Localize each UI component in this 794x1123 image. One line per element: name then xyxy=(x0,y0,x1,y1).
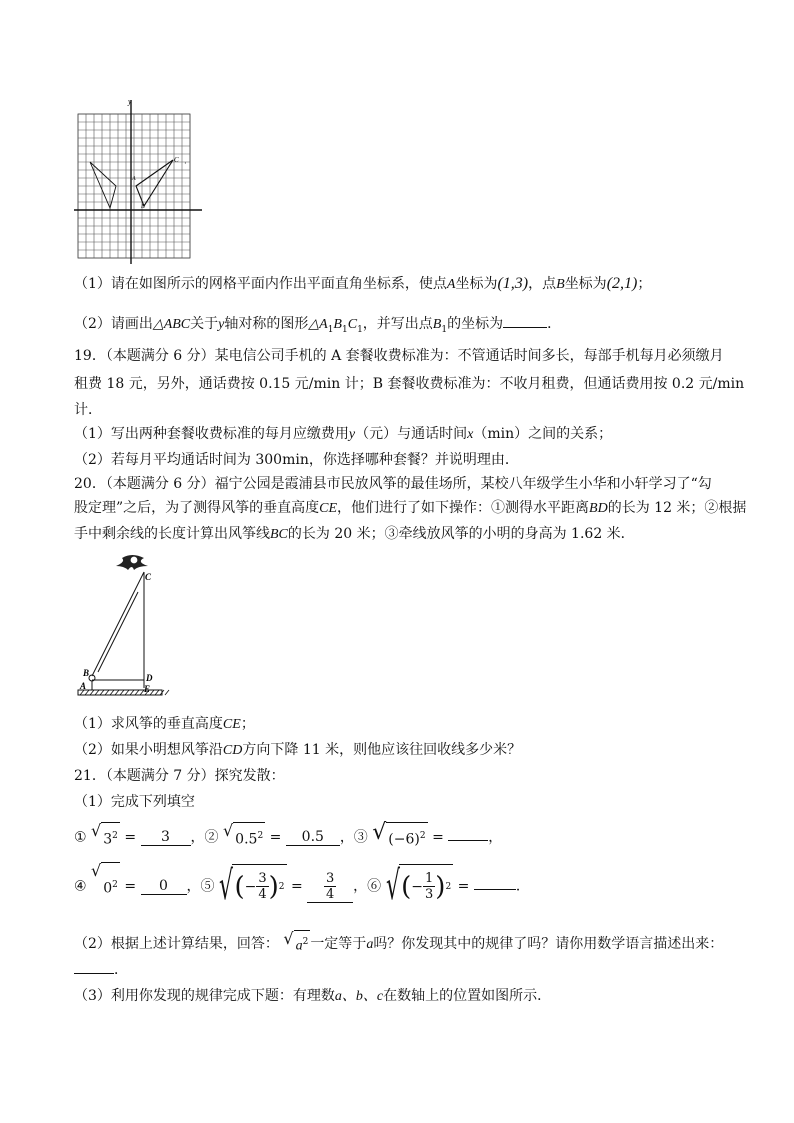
sqrt-6-minus: − xyxy=(411,878,424,895)
q19-part2: （2）若每月平均通话时间为 300min，你选择哪种套餐？并说明理由． xyxy=(74,452,519,468)
q21-c4: ④ xyxy=(74,878,87,895)
fig-label-c: C xyxy=(145,572,152,582)
q21-row1 xyxy=(74,822,502,853)
eq-3: = xyxy=(432,829,444,846)
q21-abc-vars: a、b、c xyxy=(334,989,384,1004)
q21-c1: ① xyxy=(74,829,87,846)
frac-5 xyxy=(256,871,268,902)
sqrt-2-exp: 2 xyxy=(257,831,264,841)
q18-p2-d: ，并写出点 xyxy=(362,316,433,332)
q20-l2-b: ，他们进行了如下操作：①测得水平距离 xyxy=(337,500,590,516)
q21-c6: ，⑥ xyxy=(353,878,382,895)
sqrt-a2-base: a xyxy=(295,938,303,954)
q18-coord-a: (1,3) xyxy=(497,275,529,292)
grid-label-dot: · xyxy=(184,159,187,168)
q19-l4-c: （min）之间的关系； xyxy=(473,426,613,442)
q18-triangle-abc: △ABC xyxy=(152,317,191,332)
sqrt-a2: √ $a^2$ xyxy=(283,930,310,958)
q18-p2-f: ． xyxy=(547,316,562,332)
q21-part2-answer xyxy=(74,960,128,980)
q20-l5-b: 方向下降 11 米，则他应该往回收线多少米？ xyxy=(242,742,522,758)
eq-6: = xyxy=(457,878,470,895)
q20-l2-a: 股定理”之后，为了测得风筝的垂直高度 xyxy=(74,500,320,516)
q18-p1-b: 坐标为 xyxy=(455,276,498,292)
answer-frac-5-den: 4 xyxy=(326,886,335,902)
grid-label-y: y xyxy=(128,97,132,106)
answer-blank-3[interactable] xyxy=(448,840,488,841)
q18-p2-b: 关于 xyxy=(190,316,219,332)
q20-line2 xyxy=(74,498,746,519)
frac-6-den: 3 xyxy=(425,887,434,903)
q18-sub-1a: 1 xyxy=(327,324,334,335)
q18-point-b: B xyxy=(556,277,565,292)
sqrt-3: √ $(-6)^2$ xyxy=(372,822,427,853)
q18-p1-c: ，点 xyxy=(528,276,557,292)
answer-blank-2[interactable]: 0.5 xyxy=(286,829,340,846)
q18-tri-a1: △A xyxy=(308,317,328,332)
kite-figure xyxy=(74,552,174,704)
q21-c5: ，⑤ xyxy=(186,878,215,895)
q18-coord-b: (2,1) xyxy=(606,275,638,292)
fig-label-b: B xyxy=(83,668,90,678)
sqrt-6-exp: 2 xyxy=(445,881,452,892)
sqrt-1-base: 3 xyxy=(103,831,113,848)
q20-ce-2: CE xyxy=(222,717,241,732)
q18-p1-d: 坐标为 xyxy=(564,276,607,292)
q18-y-var: y xyxy=(218,317,225,332)
q21-part2 xyxy=(74,930,723,958)
q18-point-b1: B xyxy=(432,317,442,332)
q21-line2: （1）完成下列填空 xyxy=(74,794,195,810)
q20-l4-a: （1）求风筝的垂直高度 xyxy=(74,716,223,732)
q20-part1 xyxy=(74,714,255,735)
q21-comma-3: ， xyxy=(488,829,503,846)
answer-blank-rule[interactable] xyxy=(74,973,114,974)
sqrt-1: √ $3^2$ xyxy=(91,822,120,853)
grid-label-a: A xyxy=(132,176,136,182)
frac-5-num: 3 xyxy=(258,871,267,887)
q18-p1-e: ； xyxy=(637,276,652,292)
frac-6 xyxy=(423,871,435,902)
q18-p1-a: （1）请在如图所示的网格平面内作出平面直角坐标系，使点 xyxy=(74,276,447,292)
sqrt-5-exp: 2 xyxy=(278,881,285,892)
grid-label-c: C xyxy=(174,156,179,164)
sqrt-5-minus: − xyxy=(244,878,257,895)
eq-1: = xyxy=(124,829,137,846)
eq-4: = xyxy=(124,878,137,895)
q20-l2-c: 的长为 12 米；②根据 xyxy=(607,500,747,516)
q19-x-var: x xyxy=(467,427,474,442)
q21-l5-a: （2）根据上述计算结果，回答： xyxy=(74,935,279,952)
answer-frac-5-num: 3 xyxy=(326,870,335,886)
answer-blank-1[interactable]: 3 xyxy=(141,829,191,846)
q20-l3-a: 手中剩余线的长度计算出风筝线 xyxy=(74,526,270,542)
q18-tri-c1: C xyxy=(347,317,358,332)
q18-tri-b1: B xyxy=(333,317,342,332)
frac-5-den: 4 xyxy=(258,887,267,903)
q21-l7-a: （3）利用你发现的规律完成下题：有理数 xyxy=(74,988,335,1004)
q20-ce: CE xyxy=(319,501,338,516)
q21-row2 xyxy=(74,862,530,910)
eq-5: = xyxy=(290,878,303,895)
fig-label-e: E xyxy=(144,684,151,694)
grid-label-b: B xyxy=(141,204,145,210)
frac-6-num: 1 xyxy=(425,871,434,887)
q20-cd: CD xyxy=(222,743,243,758)
q20-bd: BD xyxy=(589,501,608,516)
fig-label-a: A xyxy=(80,681,87,691)
answer-blank-5[interactable] xyxy=(307,871,353,903)
sqrt-3-exp: 2 xyxy=(419,831,426,841)
q21-c3: ，③ xyxy=(339,829,368,846)
sqrt-4-base: 0 xyxy=(103,880,113,897)
q19-part1 xyxy=(74,424,612,445)
q18-sub-1c: 1 xyxy=(357,324,363,335)
sqrt-4: √ $0^2$ xyxy=(91,862,120,911)
sqrt-4-exp: 2 xyxy=(112,880,118,890)
q18-p2-a: （2）请画出 xyxy=(74,316,153,332)
q21-l5-c: 吗？你发现其中的规律了吗？请你用数学语言描述出来： xyxy=(373,935,724,952)
q19-l4-a: （1）写出两种套餐收费标准的每月应缴费用 xyxy=(74,426,349,442)
q18-answer-blank[interactable] xyxy=(503,327,547,328)
q21-end-1: ． xyxy=(515,878,530,895)
sqrt-6: √ ( − $\frac{1}{3}$ ) 2 xyxy=(385,863,452,910)
sqrt-a2-exp: 2 xyxy=(302,937,309,947)
q20-l3-b: 的长为 20 米；③牵线放风筝的小明的身高为 1.62 米． xyxy=(287,526,635,542)
q18-p2-c: 轴对称的图形 xyxy=(224,316,309,332)
answer-blank-4[interactable]: 0 xyxy=(141,878,187,895)
fig-label-d: D xyxy=(146,673,153,683)
q21-a-var: a xyxy=(366,936,374,952)
q18-part2 xyxy=(74,314,561,340)
q21-part3 xyxy=(74,986,551,1007)
q21-c2: ，② xyxy=(190,829,219,846)
q21-l5-b: 一定等于 xyxy=(310,935,367,952)
ground-hatch xyxy=(165,690,169,695)
sqrt-1-exp: 2 xyxy=(112,831,118,841)
q20-line1: 20．（本题满分 6 分）福宁公园是霞浦县市民放风筝的最佳场所，某校八年级学生小华和小轩学习了“勾 xyxy=(74,476,712,492)
sqrt-3-base: −6 xyxy=(393,831,415,848)
q18-point-a: A xyxy=(446,277,456,292)
q18-p2-e: 的坐标为 xyxy=(447,316,504,332)
kite-bird-icon xyxy=(116,555,148,570)
sqrt-2: √ $0.5^2$ xyxy=(223,822,265,853)
sqrt-2-base: 0.5 xyxy=(235,831,258,848)
answer-frac-5 xyxy=(324,871,336,902)
q19-line3: 计． xyxy=(74,402,102,418)
coordinate-grid-figure xyxy=(70,96,210,266)
q20-l5-a: （2）如果小明想风筝沿 xyxy=(74,742,223,758)
answer-blank-6[interactable] xyxy=(474,889,516,890)
q18-sub-1d: 1 xyxy=(441,324,448,335)
sqrt-5: √ ( − $\frac{3}{4}$ ) 2 xyxy=(218,863,285,910)
q19-line1: 19．（本题满分 6 分）某电信公司手机的 A 套餐收费标准为：不管通话时间多长，每部手机每月必须缴月 xyxy=(74,348,724,364)
q21-l6: ． xyxy=(114,962,128,978)
q18-sub-1b: 1 xyxy=(341,324,348,335)
q19-l4-b: （元）与通话时间 xyxy=(355,426,468,442)
eq-2: = xyxy=(269,829,282,846)
q20-part2 xyxy=(74,740,521,761)
q20-bc: BC xyxy=(270,527,288,542)
q21-line1: 21．（本题满分 7 分）探究发散： xyxy=(74,768,285,784)
q19-line2: 租费 18 元，另外，通话费按 0.15 元/min 计；B 套餐收费标准为：不收月租费，但通话费用按 0.2 元/min xyxy=(74,376,745,392)
q19-y-var: y xyxy=(348,427,356,442)
q20-l4-b: ； xyxy=(240,716,255,732)
q21-l7-b: 在数轴上的位置如图所示． xyxy=(383,988,552,1004)
q18-part1 xyxy=(74,274,651,295)
q20-line3 xyxy=(74,524,635,545)
